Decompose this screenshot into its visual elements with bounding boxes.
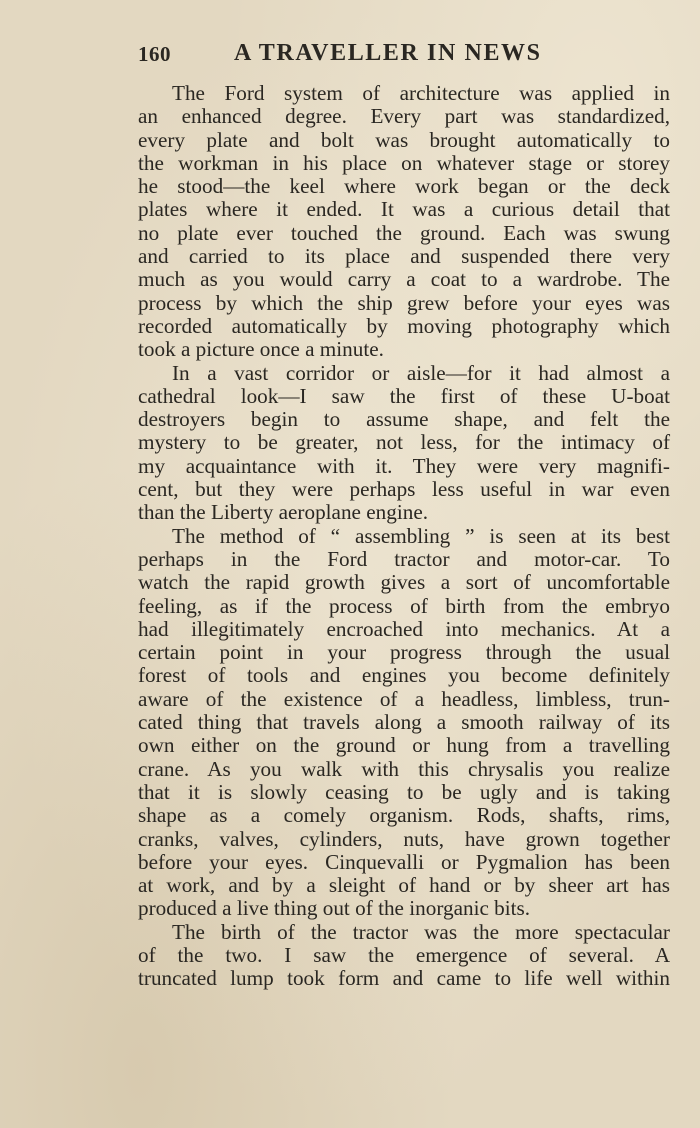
text-line: cathedral look—I saw the first of these U-boat [138, 383, 670, 408]
text-line: cent, but they were perhaps less useful in war even [138, 477, 670, 502]
text-line: mystery to be greater, not less, for the intimacy of [138, 430, 670, 455]
page-header [138, 40, 668, 72]
text-line: own either on the ground or hung from a travelling [138, 733, 670, 758]
text-line: much as you would carry a coat to a wardrobe. The [138, 267, 670, 292]
paragraph [138, 362, 670, 525]
text-line: before your eyes. Cinquevalli or Pygmalion has been [138, 849, 670, 874]
text-line: In a vast corridor or aisle—for it had almost a [172, 360, 670, 385]
text-line: plates where it ended. It was a curious detail that [138, 197, 670, 222]
text-line: The method of “ assembling ” is seen at its best [172, 523, 670, 548]
text-line: took a picture once a minute. [138, 337, 384, 362]
text-line: feeling, as if the process of birth from the embryo [138, 593, 670, 618]
text-line: crane. As you walk with this chrysalis you realize [138, 756, 670, 781]
text-line: perhaps in the Ford tractor and motor-car. To [138, 546, 670, 571]
text-line: cranks, valves, cylinders, nuts, have grown together [138, 826, 670, 851]
text-line: watch the rapid growth gives a sort of uncomfortable [138, 570, 670, 595]
page-number: 160 [138, 42, 171, 66]
running-head: A TRAVELLER IN NEWS [234, 40, 542, 66]
text-line: The birth of the tractor was the more spectacular [172, 919, 670, 944]
text-line: than the Liberty aeroplane engine. [138, 500, 429, 525]
text-line: had illegitimately encroached into mechanics. At a [138, 616, 670, 641]
text-line: aware of the existence of a headless, limbless, trun- [138, 686, 670, 711]
text-line: recorded automatically by moving photography which [138, 313, 670, 338]
text-line: forest of tools and engines you become definitely [138, 663, 670, 688]
text-line: truncated lump took form and came to life well within [138, 966, 670, 991]
text-line: produced a live thing out of the inorganic bits. [138, 896, 531, 921]
text-line: my acquaintance with it. They were very magnifi- [138, 453, 670, 478]
text-line: process by which the ship grew before your eyes was [138, 290, 670, 315]
text-line: every plate and bolt was brought automatically to [138, 127, 670, 152]
text-line: The Ford system of architecture was applied in [172, 81, 670, 105]
text-line: the workman in his place on whatever stage or storey [138, 150, 670, 175]
text-line: an enhanced degree. Every part was standardized, [138, 104, 670, 129]
text-line: destroyers begin to assume shape, and felt the [138, 407, 670, 432]
paragraph [138, 921, 670, 991]
text-line: of the two. I saw the emergence of several. A [138, 942, 670, 967]
text-line: no plate ever touched the ground. Each was swung [138, 220, 670, 245]
text-line: and carried to its place and suspended there very [138, 244, 670, 269]
edge-speck [4, 684, 22, 694]
text-line: he stood—the keel where work began or the deck [138, 174, 670, 199]
paragraph [138, 82, 670, 362]
text-line: cated thing that travels along a smooth railway of its [138, 710, 670, 735]
text-line: shape as a comely organism. Rods, shafts, rims, [138, 803, 670, 828]
body-text [138, 82, 670, 991]
text-line: that it is slowly ceasing to be ugly and is taking [138, 779, 670, 804]
text-line: certain point in your progress through the usual [138, 640, 670, 665]
paragraph [138, 525, 670, 921]
text-line: at work, and by a sleight of hand or by sheer art has [138, 873, 670, 898]
